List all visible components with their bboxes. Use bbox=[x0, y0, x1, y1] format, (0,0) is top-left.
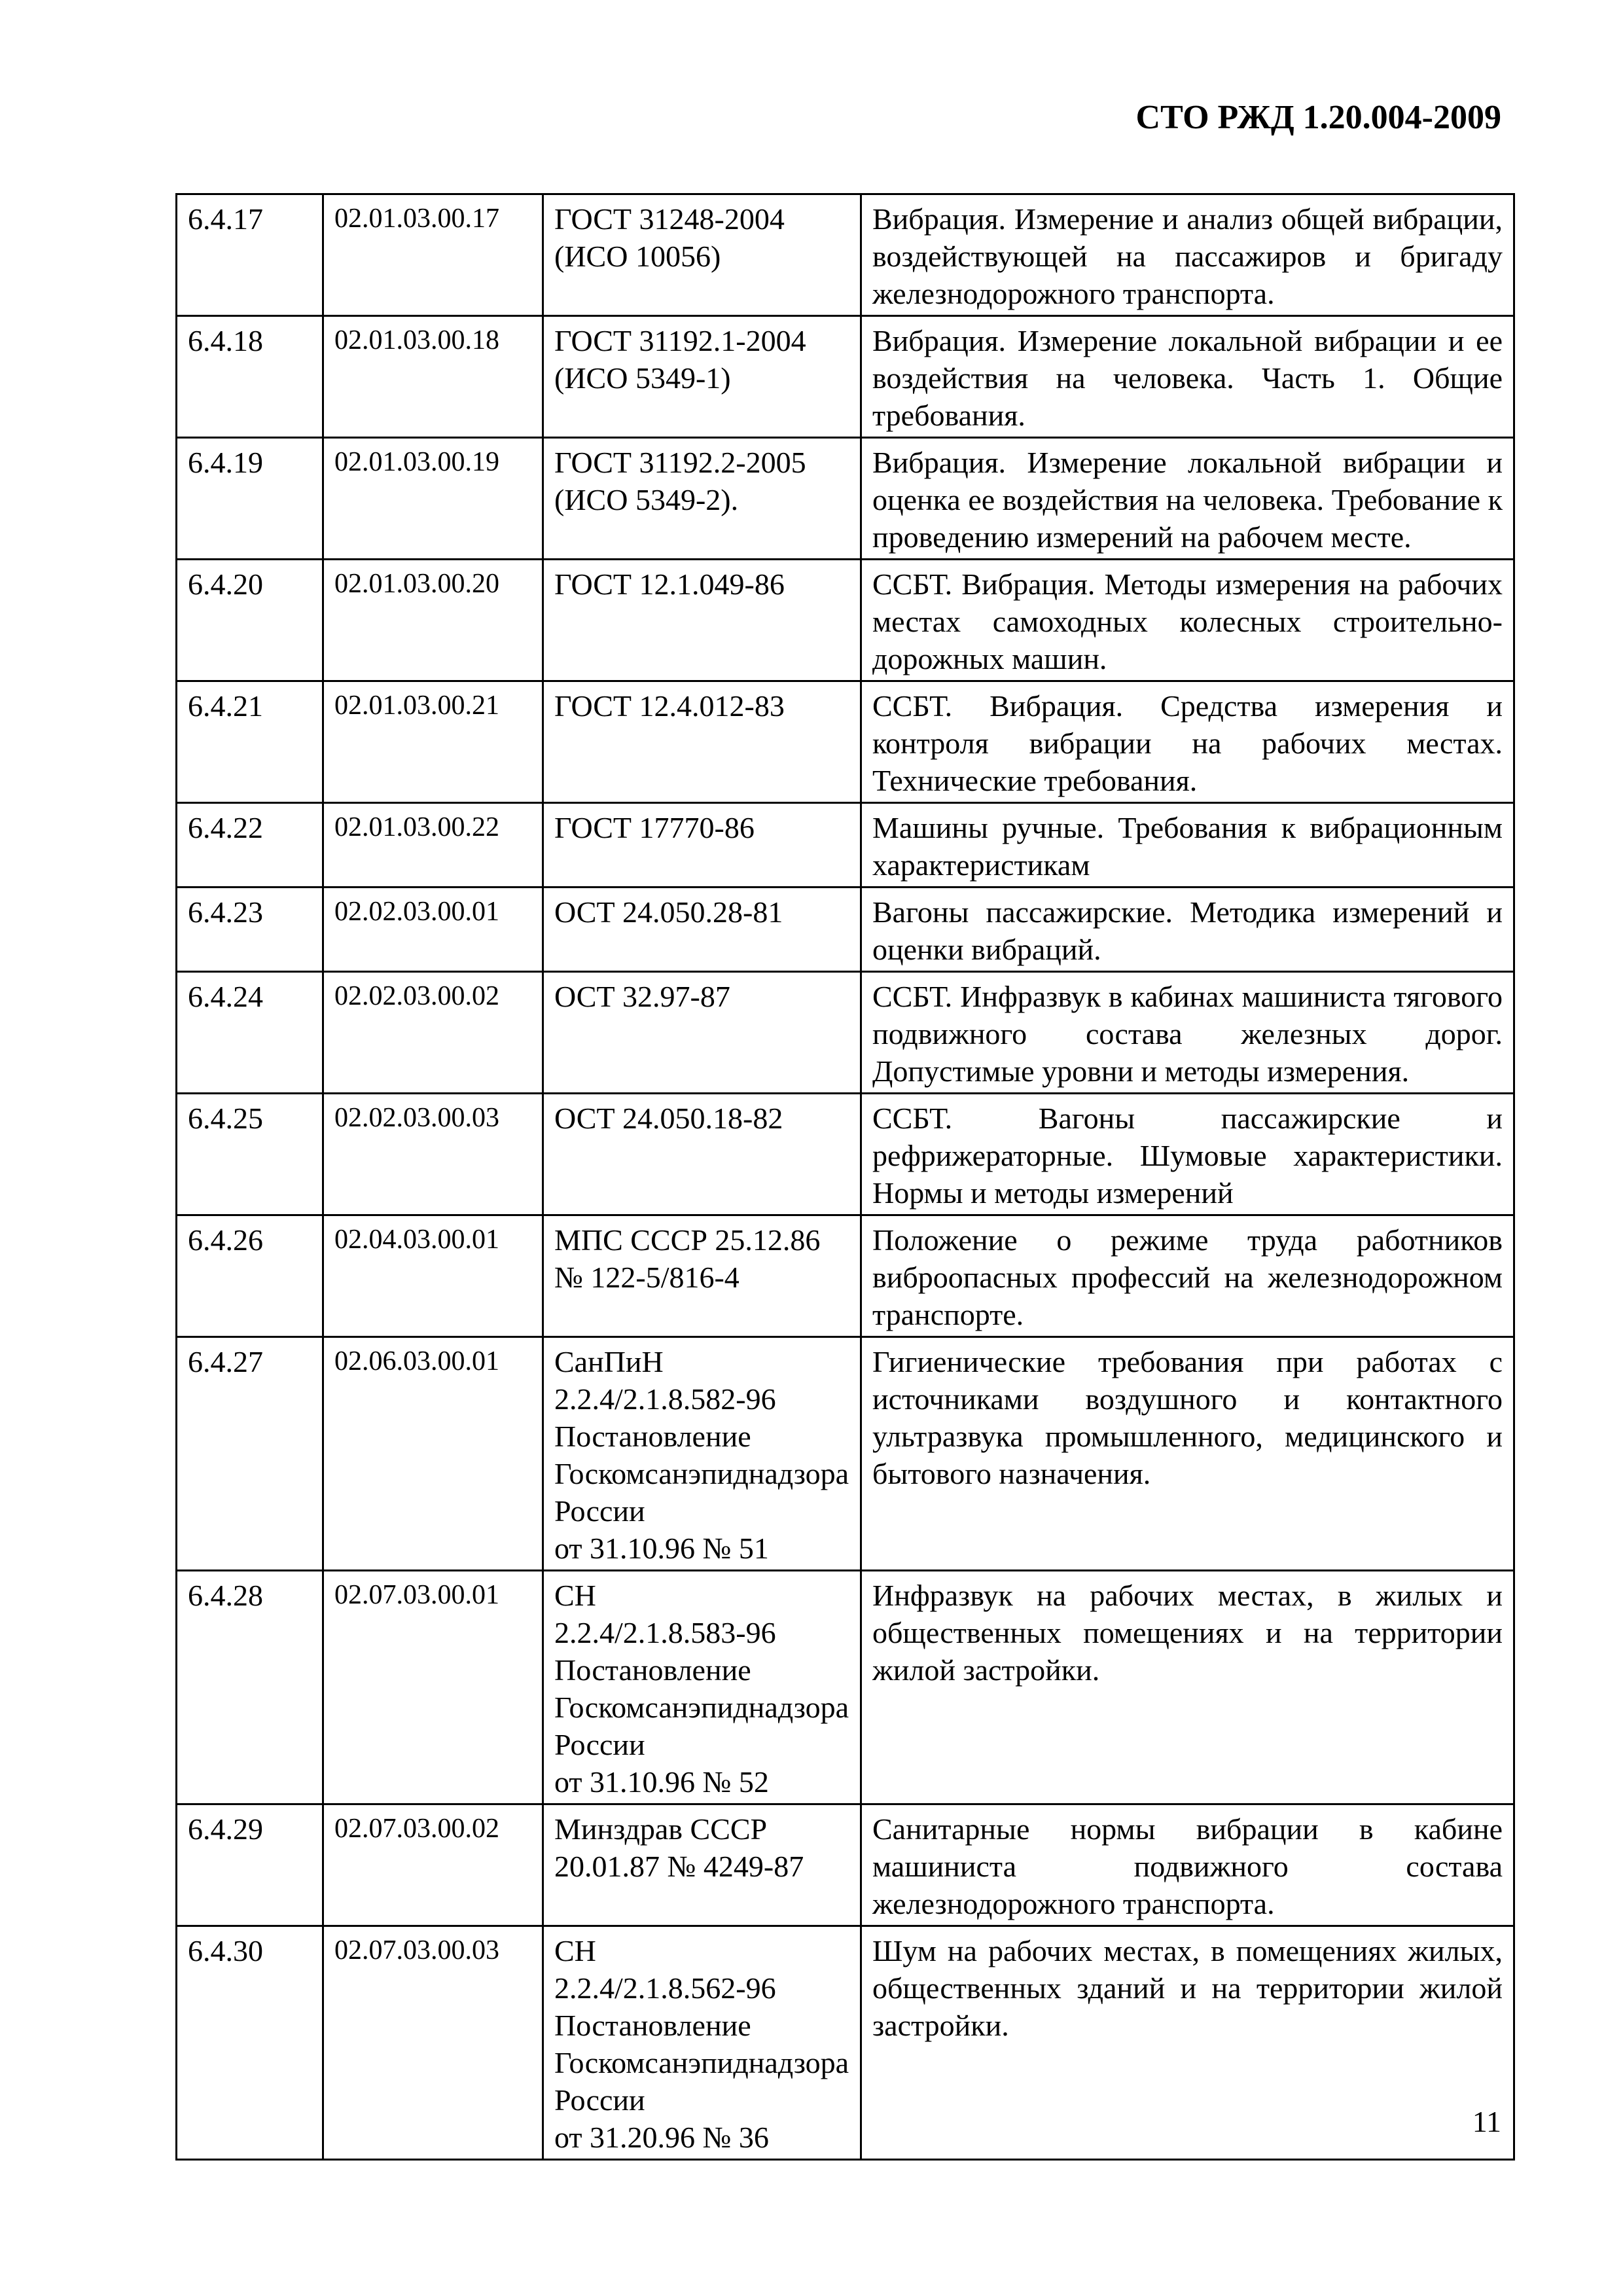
document-designation-line: 2.2.4/2.1.8.583-96 bbox=[554, 1616, 776, 1649]
document-designation-line: ОСТ 24.050.18-82 bbox=[554, 1102, 783, 1135]
table-row bbox=[177, 888, 1514, 972]
document-code-header: СТО РЖД 1.20.004-2009 bbox=[1135, 99, 1501, 136]
document-title-cell: Санитарные нормы вибрации в кабине машиниста подвижного состава железнодорожного транспорта. bbox=[861, 1804, 1514, 1926]
document-designation-cell bbox=[543, 972, 861, 1094]
normative-documents-table bbox=[175, 193, 1515, 2161]
document-designation-line: ГОСТ 31248-2004 bbox=[554, 202, 785, 236]
document-designation-line: МПС СССР 25.12.86 bbox=[554, 1223, 821, 1257]
classifier-code-cell: 02.01.03.00.21 bbox=[323, 681, 543, 803]
document-designation-line: ОСТ 24.050.28-81 bbox=[554, 895, 783, 929]
document-designation-line: от 31.10.96 № 51 bbox=[554, 1532, 769, 1565]
classifier-code-cell: 02.02.03.00.01 bbox=[323, 888, 543, 972]
item-number-cell: 6.4.19 bbox=[177, 438, 323, 560]
document-title-cell: Инфразвук на рабочих местах, в жилых и общественных помещениях и на территории жилой застройки. bbox=[861, 1571, 1514, 1804]
document-designation-cell bbox=[543, 1337, 861, 1571]
table-row bbox=[177, 1094, 1514, 1215]
item-number-cell: 6.4.30 bbox=[177, 1926, 323, 2160]
document-title-cell: Вибрация. Измерение и анализ общей вибрации, воздействующей на пассажиров и бригаду железнодорожного транспорта. bbox=[861, 194, 1514, 316]
document-designation-line: 2.2.4/2.1.8.562-96 bbox=[554, 1971, 776, 2005]
document-designation-line: СанПиН bbox=[554, 1345, 664, 1378]
item-number-cell: 6.4.29 bbox=[177, 1804, 323, 1926]
document-designation-line: СН bbox=[554, 1579, 596, 1612]
classifier-code-cell: 02.07.03.00.03 bbox=[323, 1926, 543, 2160]
table-row bbox=[177, 1571, 1514, 1804]
item-number-cell: 6.4.25 bbox=[177, 1094, 323, 1215]
classifier-code-cell: 02.01.03.00.20 bbox=[323, 560, 543, 681]
table-row bbox=[177, 194, 1514, 316]
document-designation-cell bbox=[543, 681, 861, 803]
document-designation-cell bbox=[543, 316, 861, 438]
item-number-cell: 6.4.20 bbox=[177, 560, 323, 681]
document-designation-line: 2.2.4/2.1.8.582-96 bbox=[554, 1382, 776, 1416]
document-title-cell: Вибрация. Измерение локальной вибрации и оценка ее воздействия на человека. Требование к проведению измерений на рабочем месте. bbox=[861, 438, 1514, 560]
document-title-cell: ССБТ. Вибрация. Средства измерения и контроля вибрации на рабочих местах. Технические требования. bbox=[861, 681, 1514, 803]
classifier-code-cell: 02.02.03.00.02 bbox=[323, 972, 543, 1094]
item-number-cell: 6.4.21 bbox=[177, 681, 323, 803]
document-title-cell: ССБТ. Вибрация. Методы измерения на рабочих местах самоходных колесных строительно-дорожных машин. bbox=[861, 560, 1514, 681]
classifier-code-cell: 02.01.03.00.19 bbox=[323, 438, 543, 560]
document-designation-line: от 31.20.96 № 36 bbox=[554, 2121, 769, 2154]
document-designation-line: ГОСТ 12.4.012-83 bbox=[554, 689, 785, 723]
document-designation-line: от 31.10.96 № 52 bbox=[554, 1765, 769, 1799]
document-designation-cell bbox=[543, 888, 861, 972]
document-title-cell: Гигиенические требования при работах с источниками воздушного и контактного ультразвука промышленного, медицинского и бытового назначения. bbox=[861, 1337, 1514, 1571]
document-designation-line: (ИСО 5349-2). bbox=[554, 483, 739, 516]
classifier-code-cell: 02.06.03.00.01 bbox=[323, 1337, 543, 1571]
table-row bbox=[177, 316, 1514, 438]
item-number-cell: 6.4.22 bbox=[177, 803, 323, 888]
document-designation-line: ГОСТ 31192.1-2004 bbox=[554, 324, 806, 357]
table-row bbox=[177, 1337, 1514, 1571]
table-row bbox=[177, 560, 1514, 681]
table-row bbox=[177, 1215, 1514, 1337]
document-designation-cell bbox=[543, 1571, 861, 1804]
classifier-code-cell: 02.01.03.00.22 bbox=[323, 803, 543, 888]
document-designation-cell bbox=[543, 1926, 861, 2160]
document-designation-line: ГОСТ 17770-86 bbox=[554, 811, 755, 844]
document-designation-line: Постановление Госкомсанэпиднадзора России bbox=[554, 1420, 849, 1528]
document-designation-cell bbox=[543, 1804, 861, 1926]
document-designation-line: № 122-5/816-4 bbox=[554, 1261, 740, 1294]
item-number-cell: 6.4.24 bbox=[177, 972, 323, 1094]
classifier-code-cell: 02.01.03.00.18 bbox=[323, 316, 543, 438]
document-designation-cell bbox=[543, 438, 861, 560]
document-designation-line: ОСТ 32.97-87 bbox=[554, 980, 730, 1013]
table-row bbox=[177, 681, 1514, 803]
table-row bbox=[177, 1926, 1514, 2160]
document-designation-line: СН bbox=[554, 1934, 596, 1967]
document-designation-line: ГОСТ 31192.2-2005 bbox=[554, 446, 806, 479]
document-designation-cell bbox=[543, 194, 861, 316]
document-designation-line: (ИСО 10056) bbox=[554, 240, 721, 273]
document-designation-line: Постановление Госкомсанэпиднадзора России bbox=[554, 1653, 849, 1761]
classifier-code-cell: 02.01.03.00.17 bbox=[323, 194, 543, 316]
item-number-cell: 6.4.17 bbox=[177, 194, 323, 316]
page-number: 11 bbox=[1472, 2105, 1501, 2138]
classifier-code-cell: 02.02.03.00.03 bbox=[323, 1094, 543, 1215]
document-designation-cell bbox=[543, 1215, 861, 1337]
document-title-cell: Положение о режиме труда работников виброопасных профессий на железнодорожном транспорте. bbox=[861, 1215, 1514, 1337]
table-row bbox=[177, 438, 1514, 560]
item-number-cell: 6.4.18 bbox=[177, 316, 323, 438]
table-row bbox=[177, 972, 1514, 1094]
document-designation-line: Минздрав СССР bbox=[554, 1812, 768, 1846]
classifier-code-cell: 02.04.03.00.01 bbox=[323, 1215, 543, 1337]
document-title-cell: ССБТ. Инфразвук в кабинах машиниста тягового подвижного состава железных дорог. Допустимые уровни и методы измерения. bbox=[861, 972, 1514, 1094]
document-designation-line: Постановление Госкомсанэпиднадзора России bbox=[554, 2009, 849, 2117]
table-body bbox=[177, 194, 1514, 2160]
item-number-cell: 6.4.26 bbox=[177, 1215, 323, 1337]
document-designation-line: ГОСТ 12.1.049-86 bbox=[554, 567, 785, 601]
document-title-cell: Шум на рабочих местах, в помещениях жилых, общественных зданий и на территории жилой застройки. bbox=[861, 1926, 1514, 2160]
table-row bbox=[177, 803, 1514, 888]
document-title-cell: Машины ручные. Требования к вибрационным характеристикам bbox=[861, 803, 1514, 888]
document-designation-cell bbox=[543, 560, 861, 681]
document-designation-cell bbox=[543, 1094, 861, 1215]
item-number-cell: 6.4.28 bbox=[177, 1571, 323, 1804]
classifier-code-cell: 02.07.03.00.01 bbox=[323, 1571, 543, 1804]
classifier-code-cell: 02.07.03.00.02 bbox=[323, 1804, 543, 1926]
document-designation-line: (ИСО 5349-1) bbox=[554, 361, 731, 395]
item-number-cell: 6.4.27 bbox=[177, 1337, 323, 1571]
document-title-cell: ССБТ. Вагоны пассажирские и рефрижераторные. Шумовые характеристики. Нормы и методы измерений bbox=[861, 1094, 1514, 1215]
document-designation-cell bbox=[543, 803, 861, 888]
document-title-cell: Вибрация. Измерение локальной вибрации и ее воздействия на человека. Часть 1. Общие требования. bbox=[861, 316, 1514, 438]
document-designation-line: 20.01.87 № 4249-87 bbox=[554, 1850, 804, 1883]
item-number-cell: 6.4.23 bbox=[177, 888, 323, 972]
table-row bbox=[177, 1804, 1514, 1926]
document-title-cell: Вагоны пассажирские. Методика измерений и оценки вибраций. bbox=[861, 888, 1514, 972]
